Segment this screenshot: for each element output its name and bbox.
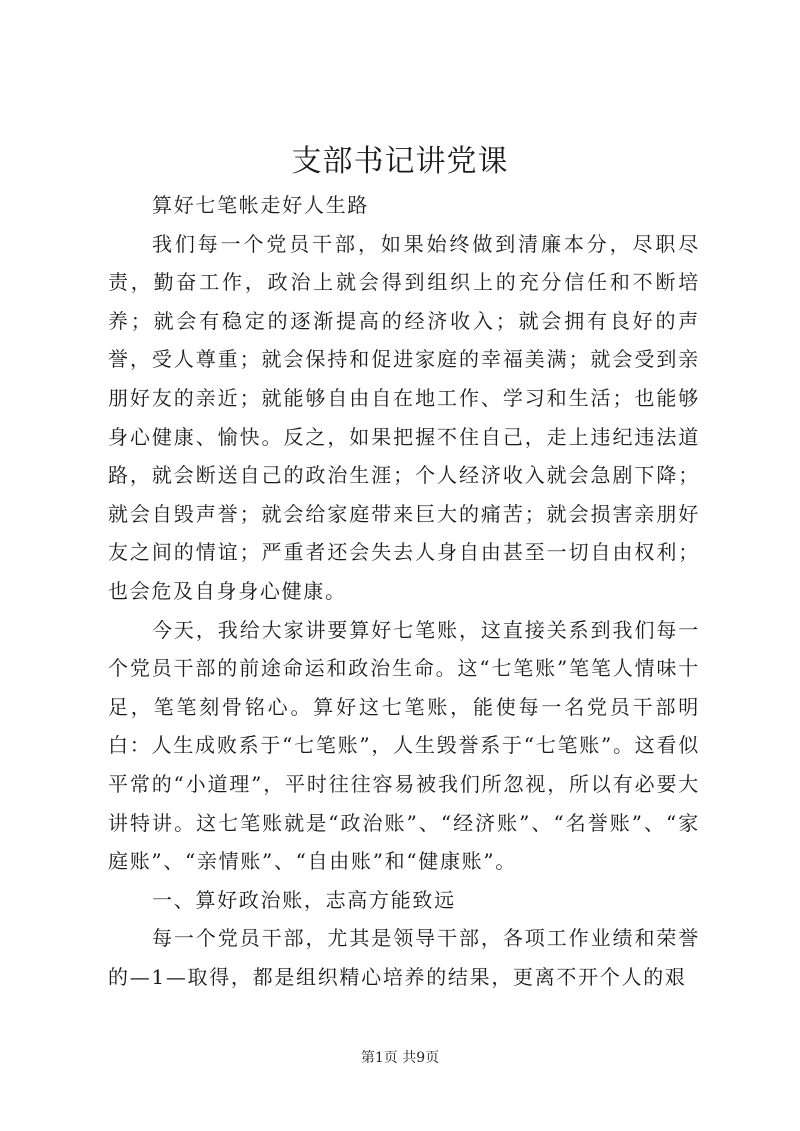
document-body	[108, 186, 700, 996]
page-title: 支部书记讲党课	[291, 144, 509, 179]
page-footer: 第1页 共9页	[360, 1050, 440, 1066]
section-heading-1: 一、算好政治账，志高方能致远	[152, 887, 456, 912]
subtitle-paragraph: 算好七笔帐走好人生路	[152, 193, 369, 217]
body-paragraph-2: 今天，我给大家讲要算好七笔账，这直接关系到我们每一个党员干部的前途命运和政治生命。这“七笔账”笔笔人情味十足，笔笔刻骨铭心。算好这七笔账，能使每一名党员干部明白：人生成败系于“七笔账”，人生毁誉系于“七笔账”。这看似平常的“小道理”，平时往往容易被我们所忽视，所以有必要大讲特讲。这七笔账就是“政治账”、“经济账”、“名誉账”、“家庭账”、“亲情账”、“自由账”和“健康账”。	[108, 617, 700, 874]
body-paragraph-1: 我们每一个党员干部，如果始终做到清廉本分，尽职尽责，勤奋工作，政治上就会得到组织上的充分信任和不断培养；就会有稳定的逐渐提高的经济收入；就会拥有良好的声誉，受人尊重；就会保持和促进家庭的幸福美满；就会受到亲朋好友的亲近；就能够自由自在地工作、学习和生活；也能够身心健康、愉快。反之，如果把握不住自己，走上违纪违法道路，就会断送自己的政治生涯；个人经济收入就会急剧下降；就会自毁声誉；就会给家庭带来巨大的痛苦；就会损害亲朋好友之间的情谊；严重者还会失去人身自由甚至一切自由权利；也会危及自身身心健康。	[108, 231, 700, 603]
body-paragraph-3: 每一个党员干部，尤其是领导干部，各项工作业绩和荣誉的—1—取得，都是组织精心培养的结果，更离不开个人的艰	[108, 926, 700, 989]
